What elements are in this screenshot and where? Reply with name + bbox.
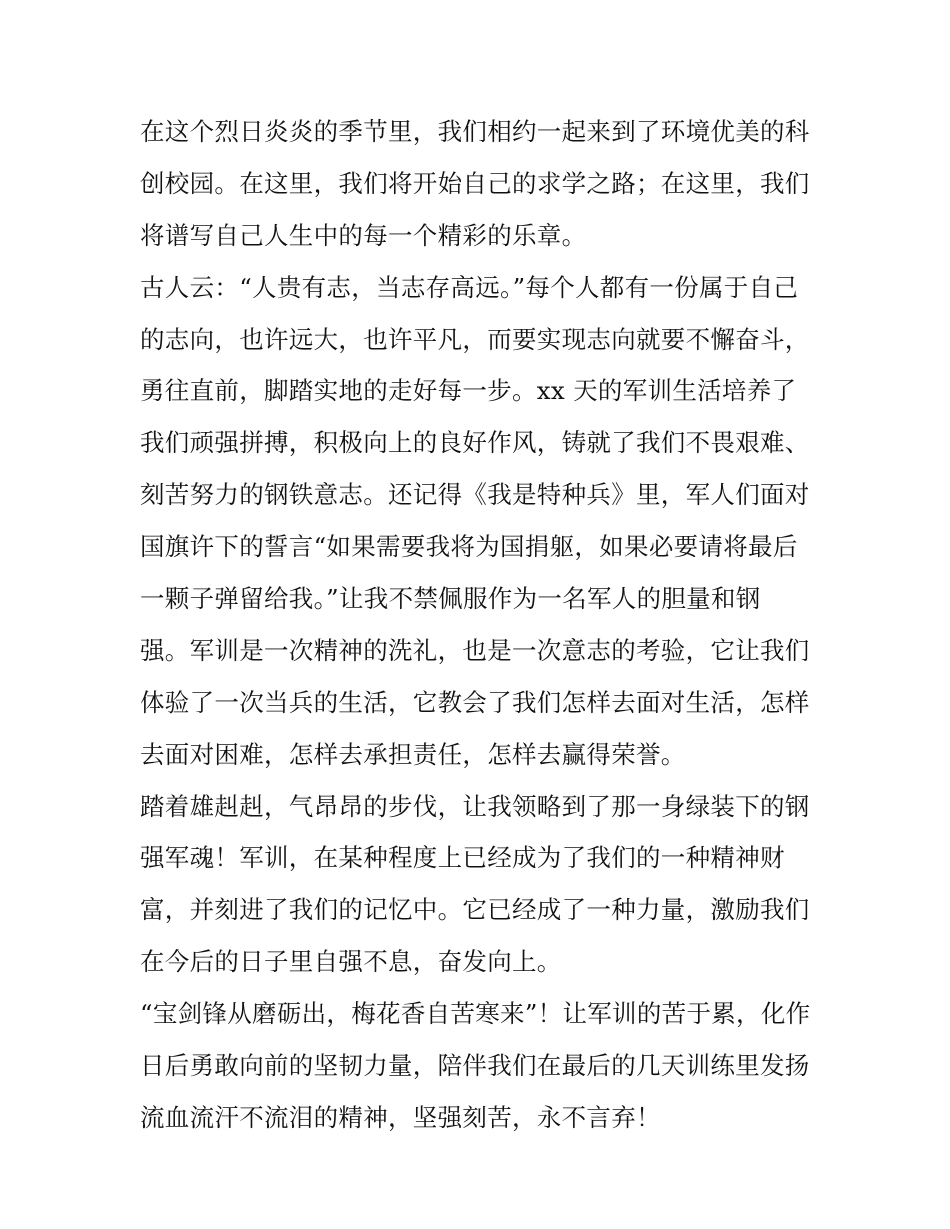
text-line: 在今后的日子里自强不息，奋发向上。 xyxy=(140,947,562,977)
text-line: 刻苦努力的钢铁意志。还记得《我是特种兵》里，军人们面对 xyxy=(140,480,810,510)
text-line: 去面对困难，怎样去承担责任，怎样去赢得荣誉。 xyxy=(140,739,686,769)
text-line: 强军魂！军训，在某种程度上已经成为了我们的一种精神财 xyxy=(140,843,785,873)
body-text xyxy=(140,106,830,1144)
text-line: 创校园。在这里，我们将开始自己的求学之路；在这里，我们 xyxy=(140,168,810,198)
text-line: 将谱写自己人生中的每一个精彩的乐章。 xyxy=(140,220,587,250)
text-line: 踏着雄赳赳，气昂昂的步伐，让我领略到了那一身绿装下的钢 xyxy=(140,791,810,821)
text-line: “宝剑锋从磨砺出，梅花香自苦寒来”！让军训的苦于累，化作 xyxy=(140,999,811,1029)
text-line: 日后勇敢向前的坚韧力量，陪伴我们在最后的几天训练里发扬 xyxy=(140,1051,810,1081)
text-line: 古人云：“人贵有志，当志存高远。”每个人都有一份属于自己 xyxy=(140,272,799,302)
text-line: 强。军训是一次精神的洗礼，也是一次意志的考验，它让我们 xyxy=(140,635,810,665)
text-line: 富，并刻进了我们的记忆中。它已经成了一种力量，激励我们 xyxy=(140,895,810,925)
text-line: 一颗子弹留给我。”让我不禁佩服作为一名军人的胆量和钢 xyxy=(140,584,761,614)
text-line: 国旗许下的誓言“如果需要我将为国捐躯，如果必要请将最后 xyxy=(140,532,798,562)
text-line: 的志向，也许远大，也许平凡，而要实现志向就要不懈奋斗， xyxy=(140,324,810,354)
text-line: 体验了一次当兵的生活，它教会了我们怎样去面对生活，怎样 xyxy=(140,687,810,717)
text-line: 勇往直前，脚踏实地的走好每一步。xx 天的军训生活培养了 xyxy=(140,376,797,406)
text-line: 在这个烈日炎炎的季节里，我们相约一起来到了环境优美的科 xyxy=(140,117,810,146)
text-line: 流血流汗不流泪的精神，坚强刻苦，永不言弃！ xyxy=(140,1102,661,1132)
text-line: 我们顽强拼搏，积极向上的良好作风，铸就了我们不畏艰难、 xyxy=(140,428,810,458)
